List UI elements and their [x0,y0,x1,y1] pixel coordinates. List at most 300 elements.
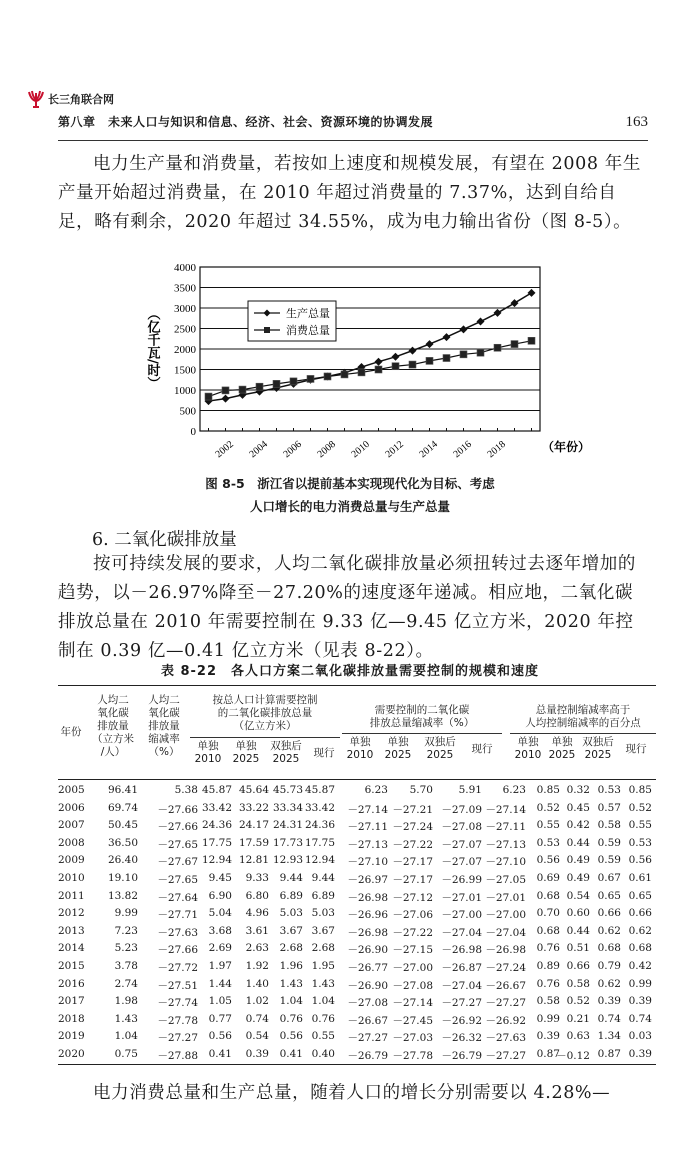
subheader-year: 2010 [194,753,222,765]
table-cell: －27.21 [392,803,433,816]
table-cell: 19.10 [107,871,138,884]
data-point-production [443,333,451,341]
table-cell: 0.99 [628,977,652,990]
header-rate-group-line: 排放总量缩减率（%） [369,717,475,729]
table-cell: 6.23 [364,784,388,796]
data-point-production [511,299,519,307]
header-diff-group-line: 总量控制缩减率高于 [535,704,631,716]
subheader-label: 双独后 [424,736,456,748]
table-cell: 0.67 [597,871,621,884]
table-cell: 45.87 [304,784,335,796]
table-cell: －26.79 [441,1049,482,1062]
table-cell: 0.62 [628,924,652,937]
table-cell: 0.89 [536,959,560,972]
table-cell: －26.92 [485,1014,526,1027]
table-header-rule [58,779,656,780]
header-per-capita-rate [140,694,188,759]
table-cell: 0.56 [279,1030,303,1043]
table-cell: 0.58 [536,995,560,1008]
data-point-consumption [239,386,246,393]
subheader-year: 2025 [232,753,260,765]
table-cell: 0.85 [628,784,652,796]
table-cell: －27.63 [485,1032,526,1045]
table-cell: 0.66 [566,959,590,972]
table-cell: 0.45 [566,801,590,814]
table-cell: 6.89 [279,889,303,902]
data-point-consumption [256,383,263,390]
table-cell: －26.98 [347,891,388,904]
table-cell: －27.66 [157,944,198,957]
subheader-label: 现行 [471,743,493,755]
table-cell: 0.54 [245,1030,269,1043]
table-row [58,817,656,835]
table-cell: －27.71 [157,909,198,922]
table-cell: －27.13 [347,838,388,851]
table-cell: 5.70 [409,784,433,796]
subheader-year: 2025 [426,749,454,761]
table-cell: 1.40 [245,977,269,990]
table-cell: 33.34 [272,801,303,814]
header-per-capita [88,694,138,759]
table-cell: －27.78 [392,1049,433,1062]
header-per-capita-line: 氧化碳 [97,707,129,719]
y-tick-label: 1000 [174,385,196,397]
header-subrule-rate [342,733,502,734]
header-year: 年份 [60,726,82,738]
header-per-capita-line: /人） [100,746,126,758]
header-per-capita-rate-line: 缩减率 [148,733,180,745]
table-cell: 0.74 [245,1012,269,1025]
table-cell: －27.14 [485,803,526,816]
header-diff-group-line: 人均控制缩减率的百分点 [525,717,641,729]
data-point-consumption [477,349,484,356]
data-point-consumption [392,363,399,370]
table-cell: 2014 [58,942,85,955]
table-cell: －27.06 [392,909,433,922]
header-per-capita-rate-line: 氧化碳 [148,707,180,719]
table-cell: 1.92 [245,959,269,972]
table-cell: －27.11 [485,821,526,834]
subheader-year: 2025 [548,749,576,761]
table-cell: 96.41 [107,784,138,796]
data-point-consumption [358,369,365,376]
chapter-title: 第八章 未来人口与知识和信息、经济、社会、资源环境的协调发展 [58,115,434,129]
table-cell: 5.23 [114,942,138,955]
table-cell: 0.58 [597,819,621,832]
header-per-capita-rate-line: 人均二 [148,694,180,706]
table-cell: 26.40 [107,854,138,867]
figure-caption-line-2: 人口增长的电力消费总量与生产总量 [249,499,450,514]
table-cell: －27.08 [441,821,482,834]
table-cell: 0.39 [536,1030,560,1043]
subheader-label: 双独后 [270,740,302,752]
table-cell: －27.27 [441,997,482,1010]
y-tick-label: 2500 [174,323,196,336]
data-point-production [528,289,536,297]
y-tick-label: 3500 [174,282,196,295]
table-cell: 0.66 [628,907,652,920]
table-cell: －27.27 [157,1032,198,1045]
table-cell: 0.76 [536,942,560,955]
table-cell: 2.69 [208,942,232,955]
table-cell: 33.42 [201,801,232,814]
table-cell: 0.65 [628,889,652,902]
table-cell: －26.77 [347,961,388,974]
table-cell: 2016 [58,977,85,990]
data-point-production [460,325,468,333]
table-cell: 1.43 [311,977,335,990]
table-cell: －27.01 [485,891,526,904]
table-cell: －27.63 [157,926,198,939]
table-cell: 0.66 [597,907,621,920]
table-cell: 0.42 [628,959,652,972]
table-cell: 4.96 [245,907,269,920]
legend-label: 消费总量 [286,324,330,337]
table-cell: －27.22 [392,926,433,939]
data-point-production [477,318,485,326]
x-tick-label: 2012 [383,438,406,461]
table-top-rule [58,685,656,686]
table-cell: 2012 [58,907,85,920]
table-cell: 12.94 [304,854,335,867]
table-row [58,782,656,800]
table-cell: 0.39 [597,995,621,1008]
table-cell: －27.65 [157,838,198,851]
table-cell: 0.65 [597,889,621,902]
table-row [58,905,656,923]
table-cell: 2007 [58,819,85,832]
table-cell: 0.44 [566,924,590,937]
table-cell: 0.68 [597,942,621,955]
table-cell: 2.63 [245,942,269,955]
header-per-capita-line: （立方米 [92,733,134,745]
table-cell: 9.33 [245,871,269,884]
table-cell: －27.45 [392,1014,433,1027]
subheader-year: 2025 [384,749,412,761]
table-cell: 5.91 [458,784,482,796]
table-cell: 0.55 [628,819,652,832]
table-cell: 0.49 [566,854,590,867]
y-tick-label: 3000 [174,303,196,315]
table-cell: 6.80 [245,889,269,902]
subheader-label: 单独 [349,736,371,748]
table-cell: 0.58 [566,977,590,990]
data-point-consumption [341,371,348,378]
running-head [58,113,648,131]
table-cell: 0.53 [597,784,621,796]
table-cell: 2008 [58,836,85,849]
table-cell: 1.04 [311,995,335,1008]
table-cell: 6.90 [208,889,232,902]
table-cell: －27.72 [157,961,198,974]
table-cell: 2.68 [311,942,335,955]
data-point-consumption [511,341,518,348]
table-cell: 0.40 [311,1047,335,1060]
table-cell: 12.81 [238,854,269,867]
table-cell: 12.94 [201,854,232,867]
subheader-year: 2025 [272,753,300,765]
table-cell: 17.59 [238,836,269,849]
table-cell: 0.62 [597,924,621,937]
subheader-0-2 [266,740,306,766]
table-cell: 0.41 [279,1047,303,1060]
table-cell: －27.51 [157,979,198,992]
table-cell: 0.87 [597,1047,621,1060]
table-cell: 6.23 [502,784,526,796]
table-cell: 0.79 [597,959,621,972]
table-row [58,940,656,958]
table-cell: 17.75 [201,836,232,849]
table-cell: －27.14 [347,803,388,816]
table-cell: 1.02 [245,995,269,1008]
line-chart [140,253,591,468]
table-cell: －27.22 [392,838,433,851]
table-cell: －27.04 [441,979,482,992]
table-row [58,835,656,853]
table-cell: －27.88 [157,1049,198,1062]
legend-label: 生产总量 [286,307,330,320]
table-cell: 0.61 [628,871,652,884]
table-cell: 17.75 [304,836,335,849]
table-cell: －26.98 [347,926,388,939]
section-heading: 6. 二氧化碳排放量 [92,530,237,550]
data-point-consumption [375,366,382,373]
table-cell: 50.45 [107,819,138,832]
table-cell: 0.03 [628,1030,652,1043]
table-cell: 0.42 [566,819,590,832]
table-row [58,870,656,888]
header-per-capita-line: 人均二 [97,694,129,706]
table-cell: －27.09 [441,803,482,816]
subheader-2-2 [578,736,618,762]
table-cell: －0.12 [556,1049,590,1062]
table-cell: －27.65 [157,873,198,886]
header-rule [58,140,648,141]
data-point-production [375,358,383,366]
subheader-year: 2010 [346,749,374,761]
table-cell: 2018 [58,1012,85,1025]
subheader-1-3 [464,743,500,756]
table-cell: 12.93 [272,854,303,867]
table-cell: 1.95 [311,959,335,972]
table-cell: 3.61 [245,924,269,937]
table-cell: 0.39 [628,1047,652,1060]
y-tick-label: 2000 [174,344,196,356]
table-row [58,888,656,906]
table-cell: 2013 [58,924,85,937]
table-cell: 0.70 [536,907,560,920]
x-tick-label: 2018 [485,438,508,461]
table-cell: 0.60 [566,907,590,920]
data-point-consumption [494,344,501,351]
header-subrule-total [190,737,340,738]
table-cell: 2005 [58,784,85,796]
table-cell: 1.96 [279,959,303,972]
subheader-2-1 [544,736,580,762]
subheader-1-0 [342,736,378,762]
table-cell: －27.10 [485,856,526,869]
table-cell: 24.17 [238,819,269,832]
table-cell: －27.66 [157,803,198,816]
header-per-capita-rate-line: （%） [148,746,180,758]
table-cell: 0.49 [566,871,590,884]
table-cell: －27.66 [157,821,198,834]
table-cell: －26.97 [347,873,388,886]
x-tick-label: 2010 [349,438,372,461]
table-row [58,800,656,818]
y-tick-label: 4000 [174,262,196,274]
table-cell: 2015 [58,959,85,972]
table-cell: 2011 [58,889,85,902]
table-cell: 0.76 [311,1012,335,1025]
x-tick-label: 2008 [315,438,338,461]
table-cell: 13.82 [107,889,138,902]
data-point-consumption [460,351,467,358]
table-cell: 0.52 [628,801,652,814]
table-cell: 36.50 [107,836,138,849]
table-row [58,1046,656,1064]
table-cell: －27.24 [485,961,526,974]
y-tick-label: 500 [179,405,196,418]
table-cell: －27.15 [392,944,433,957]
table-cell: 0.51 [566,942,590,955]
subheader-0-1 [228,740,264,766]
table-cell: 24.36 [304,819,335,832]
table-cell: 0.56 [628,854,652,867]
table-cell: 0.53 [628,836,652,849]
table-cell: 2009 [58,854,85,867]
table-cell: 0.57 [597,801,621,814]
table-cell: 1.44 [208,977,232,990]
table-cell: －27.01 [441,891,482,904]
x-tick-label: 2004 [247,438,270,461]
table-cell: 0.68 [536,889,560,902]
table-cell: 9.45 [208,871,232,884]
data-point-production [426,340,434,348]
subheader-2-3 [618,743,654,756]
table-cell: 0.52 [536,801,560,814]
table-cell: 3.78 [114,959,138,972]
table-cell: －27.07 [441,838,482,851]
table-title: 表 8-22 各人口方案二氧化碳排放量需要控制的规模和速度 [160,664,540,679]
table-cell: 0.59 [597,854,621,867]
table-cell: 45.64 [238,784,269,796]
table-cell: 0.85 [536,784,560,796]
table-cell: －26.99 [441,873,482,886]
site-name: 长三角联合网 [48,93,114,106]
table-cell: 0.68 [628,942,652,955]
subheader-label: 现行 [625,743,647,755]
data-point-production [494,309,502,317]
table-cell: 0.76 [279,1012,303,1025]
table-cell: 1.98 [114,995,138,1008]
table-cell: －27.04 [441,926,482,939]
table-cell: －27.14 [392,997,433,1010]
table-row [58,1028,656,1046]
table-cell: －27.24 [392,821,433,834]
table-cell: －27.00 [441,909,482,922]
table-cell: 33.22 [238,801,269,814]
data-point-production [392,353,400,361]
table-cell: 1.04 [114,1030,138,1043]
x-tick-label: 2002 [213,438,236,461]
data-point-consumption [443,355,450,362]
table-cell: 0.44 [566,836,590,849]
data-point-consumption [324,373,331,380]
data-point-consumption [290,378,297,385]
table-cell: 24.31 [272,819,303,832]
table-cell: －27.67 [157,856,198,869]
subheader-label: 单独 [197,740,219,752]
table-cell: 5.38 [174,784,198,796]
table-cell: 0.69 [536,871,560,884]
table-cell: －27.17 [392,856,433,869]
table-cell: 2.68 [279,942,303,955]
table-cell: 9.44 [311,871,335,884]
table-cell: 2020 [58,1047,85,1060]
table-cell: 1.43 [279,977,303,990]
table-cell: 0.52 [566,995,590,1008]
table-cell: －27.64 [157,891,198,904]
table-cell: －26.67 [347,1014,388,1027]
table-cell: 0.32 [566,784,590,796]
x-tick-label: 2016 [451,438,474,461]
table-cell: 0.41 [208,1047,232,1060]
table-row [58,976,656,994]
table-cell: 1.97 [208,959,232,972]
table-cell: －27.10 [347,856,388,869]
table-cell: －26.90 [347,944,388,957]
table-cell: 5.04 [208,907,232,920]
table-cell: －27.11 [347,821,388,834]
y-tick-label: 1500 [174,364,196,377]
table-cell: －26.98 [441,944,482,957]
data-point-consumption [273,380,280,387]
table-cell: 0.74 [628,1012,652,1025]
table-cell: －26.79 [347,1049,388,1062]
data-point-consumption [409,361,416,368]
y-tick-label: 0 [190,426,196,438]
table-cell: 0.39 [245,1047,269,1060]
subheader-label: 现行 [313,747,335,759]
table-row [58,958,656,976]
table-cell: 2.74 [114,977,138,990]
data-point-consumption [205,393,212,400]
data-point-consumption [222,387,229,394]
subheader-label: 单独 [517,736,539,748]
table-cell: －27.07 [441,856,482,869]
table-cell: 1.04 [279,995,303,1008]
table-cell: －26.87 [441,961,482,974]
subheader-1-1 [380,736,416,762]
header-total-group-line: 的二氧化碳排放总量 [217,707,313,719]
table-cell: 69.74 [107,801,138,814]
table-cell: －27.27 [485,1049,526,1062]
table-row [58,993,656,1011]
x-tick-label: 2006 [281,438,304,461]
table-cell: －27.12 [392,891,433,904]
table-row [58,923,656,941]
table-cell: 2010 [58,871,85,884]
data-point-production [409,347,417,355]
table-cell: 7.23 [114,924,138,937]
table-cell: 24.36 [201,819,232,832]
table-cell: 1.34 [597,1030,621,1043]
table-cell: －27.05 [485,873,526,886]
paragraph-1-text: 电力生产量和消费量，若按如上速度和规模发展，有望在 2008 年生产量开始超过消费量，在 2010 年超过消费量的 7.37%，达到自给自足，略有剩余，2020 年超过 34.55%，成为电力输出省份（图 8-5）。 [58,154,641,232]
table-cell: －26.98 [485,944,526,957]
subheader-label: 单独 [387,736,409,748]
